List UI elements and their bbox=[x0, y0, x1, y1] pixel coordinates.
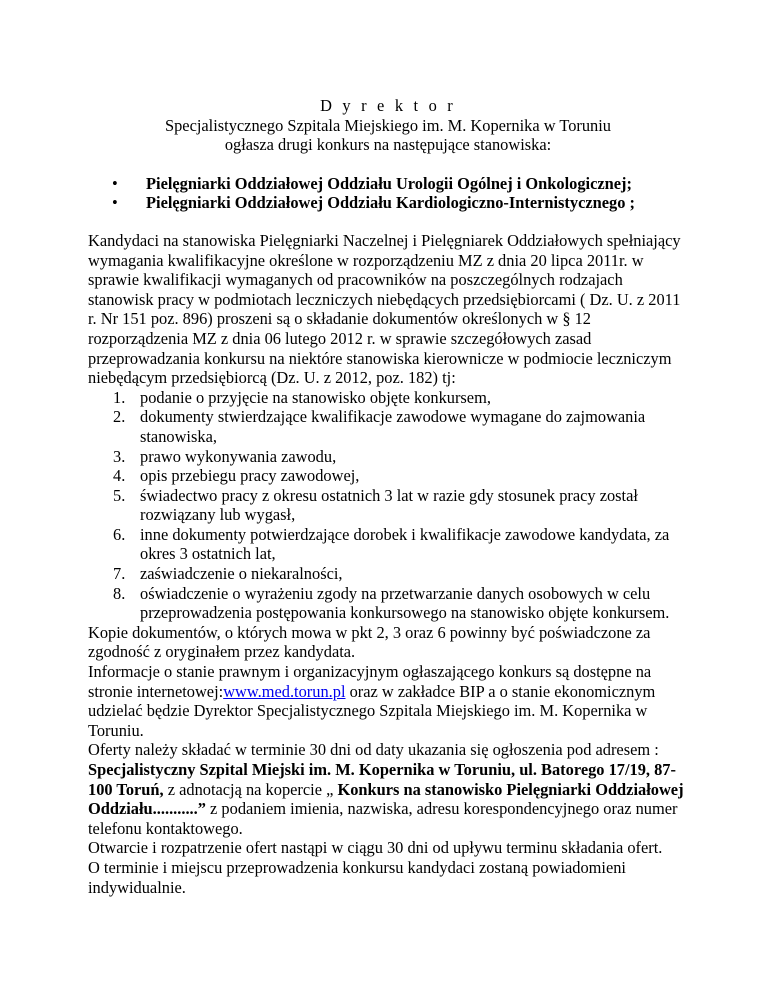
document-item bbox=[88, 525, 688, 564]
document-item bbox=[88, 388, 688, 408]
bullet-icon: • bbox=[112, 193, 118, 213]
website-link[interactable]: www.med.torun.pl bbox=[223, 681, 346, 701]
document-number: 8. bbox=[113, 583, 126, 603]
document-text: oświadczenie o wyrażeniu zgody na przetwarzanie danych osobowych w celu przeprowadzenia postępowania konkursowego na stanowisko objęte konkursem. bbox=[140, 583, 670, 623]
document-number: 2. bbox=[113, 407, 126, 427]
document-number: 5. bbox=[113, 485, 126, 505]
position-text: Pielęgniarki Oddziałowej Oddziału Urologii Ogólnej i Onkologicznej; bbox=[146, 173, 632, 193]
info-paragraph bbox=[88, 662, 688, 740]
document-number: 1. bbox=[113, 387, 126, 407]
info-text-before-link: Informacje o stanie prawnym i organizacyjnym ogłaszającego konkurs są dostępne na stronie internetowej: bbox=[88, 662, 652, 701]
copies-note: Kopie dokumentów, o których mowa w pkt 2, 3 oraz 6 powinny być poświadczone za zgodność z oryginałem przez kandydata. bbox=[88, 622, 651, 662]
document-content bbox=[88, 96, 688, 897]
document-item bbox=[88, 466, 688, 486]
header-hospital-name: Specjalistycznego Szpitala Miejskiego im. M. Kopernika w Toruniu bbox=[164, 115, 612, 135]
document-number: 4. bbox=[113, 466, 126, 486]
header-announcement-line: ogłasza drugi konkurs na następujące stanowiska: bbox=[224, 135, 552, 155]
offers-paragraph bbox=[88, 740, 688, 838]
position-text: Pielęgniarki Oddziałowej Oddziału Kardiologiczno-Internistycznego ; bbox=[146, 193, 635, 213]
document-number: 7. bbox=[113, 564, 126, 584]
document-item bbox=[88, 407, 688, 446]
announcement-header bbox=[88, 96, 688, 155]
document-text: podanie o przyjęcie na stanowisko objęte konkursem, bbox=[140, 387, 491, 407]
document-text: świadectwo pracy z okresu ostatnich 3 lat w razie gdy stosunek pracy został rozwiązany lub wygasł, bbox=[140, 485, 638, 525]
document-item bbox=[88, 584, 688, 623]
document-text: dokumenty stwierdzające kwalifikacje zawodowe wymagane do zajmowania stanowiska, bbox=[140, 407, 646, 446]
document-text: inne dokumenty potwierdzające dorobek i kwalifikacje zawodowe kandydata, za okres 3 ostatnich lat, bbox=[140, 524, 670, 564]
notification-paragraph: O terminie i miejscu przeprowadzenia konkursu kandydaci zostaną powiadomieni indywidualnie. bbox=[88, 857, 626, 897]
offers-intro: Oferty należy składać w terminie 30 dni od daty ukazania się ogłoszenia pod adresem : bbox=[88, 740, 659, 760]
envelope-annotation: Konkurs na stanowisko Pielęgniarki Oddziałowej Oddziału...........” bbox=[88, 779, 684, 819]
document-item bbox=[88, 447, 688, 467]
opening-paragraph: Otwarcie i rozpatrzenie ofert nastąpi w ciągu 30 dni od upływu terminu składania ofert. bbox=[88, 838, 663, 858]
documents-list bbox=[88, 388, 688, 623]
position-item bbox=[88, 193, 688, 213]
positions-list bbox=[88, 174, 688, 213]
annotation-suffix: z podaniem imienia, nazwiska, adresu korespondencyjnego oraz numer telefonu kontaktowego. bbox=[88, 799, 678, 838]
bullet-icon: • bbox=[112, 173, 118, 193]
document-item bbox=[88, 564, 688, 584]
document-number: 3. bbox=[113, 446, 126, 466]
position-item bbox=[88, 174, 688, 194]
document-number: 6. bbox=[113, 524, 126, 544]
info-text-after-link: oraz w zakładce BIP a o stanie ekonomicznym udzielać będzie Dyrektor Specjalistycznego Szpitala Miejskiego im. M. Kopernika w Toruniu. bbox=[88, 681, 656, 740]
document-item bbox=[88, 486, 688, 525]
document-text: prawo wykonywania zawodu, bbox=[140, 446, 337, 466]
annotation-prefix: z adnotacją na kopercie „ bbox=[163, 779, 338, 799]
hospital-address: Specjalistyczny Szpital Miejski im. M. Kopernika w Toruniu, ul. Batorego 17/19, 87-100 Toruń, bbox=[88, 760, 676, 799]
document-text: opis przebiegu pracy zawodowej, bbox=[140, 466, 360, 486]
intro-paragraph: Kandydaci na stanowiska Pielęgniarki Naczelnej i Pielęgniarek Oddziałowych spełniający wymagania kwalifikacyjne określone w rozporządzeniu MZ z dnia 20 lipca 2011r. w sprawie kwalifikacji wymaganych od pracowników na poszczególnych rodzajach stanowisk pracy w podmiotach leczniczych niebędących przedsiębiorcami ( Dz. U. z 2011 r. Nr 151 poz. 896) proszeni są o składanie dokumentów określonych w § 12 rozporządzenia MZ z dnia 06 lutego 2012 r. w sprawie szczegółowych zasad przeprowadzania konkursu na niektóre stanowiska kierownicze w podmiocie leczniczym niebędącym przedsiębiorcą (Dz. U. z 2012, poz. 182) tj: bbox=[88, 230, 681, 388]
header-title: D y r e k t o r bbox=[320, 96, 456, 115]
document-text: zaświadczenie o niekaralności, bbox=[140, 564, 343, 584]
